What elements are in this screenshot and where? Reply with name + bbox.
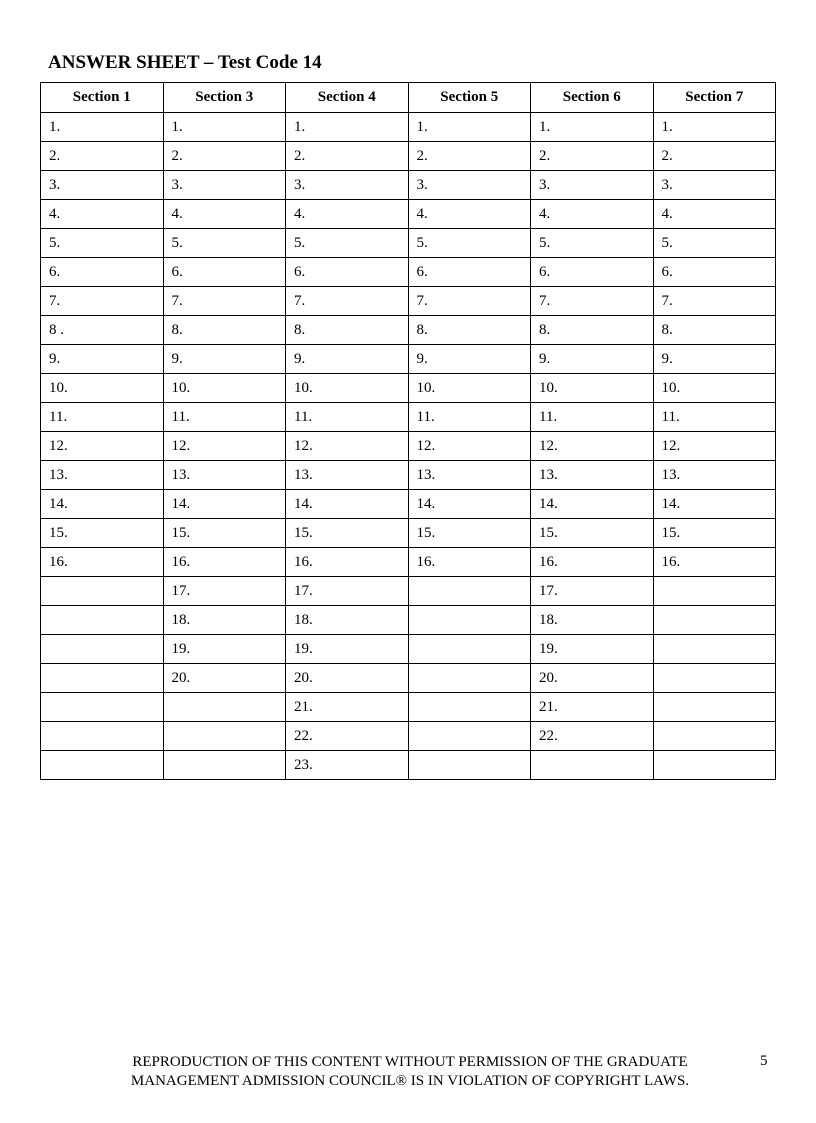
- answer-cell: [163, 751, 286, 780]
- answer-cell: 12.: [653, 432, 776, 461]
- answer-cell: 2.: [286, 142, 409, 171]
- answer-table: [40, 82, 776, 780]
- answer-cell: 2.: [531, 142, 654, 171]
- page-title: ANSWER SHEET – Test Code 14: [48, 52, 322, 73]
- answer-cell: 5.: [653, 229, 776, 258]
- answer-cell: 4.: [653, 200, 776, 229]
- answer-cell: 5.: [41, 229, 164, 258]
- table-row: [41, 432, 776, 461]
- answer-cell: 10.: [408, 374, 531, 403]
- answer-cell: 23.: [286, 751, 409, 780]
- answer-cell: [408, 577, 531, 606]
- answer-cell: [41, 693, 164, 722]
- answer-cell: 4.: [163, 200, 286, 229]
- answer-cell: 11.: [41, 403, 164, 432]
- table-row: [41, 171, 776, 200]
- answer-cell: [41, 664, 164, 693]
- answer-cell: 14.: [286, 490, 409, 519]
- answer-cell: 18.: [531, 606, 654, 635]
- answer-cell: 13.: [408, 461, 531, 490]
- answer-cell: [41, 751, 164, 780]
- answer-cell: [653, 751, 776, 780]
- answer-cell: 9.: [163, 345, 286, 374]
- answer-cell: [408, 751, 531, 780]
- answer-cell: 20.: [163, 664, 286, 693]
- answer-cell: [408, 664, 531, 693]
- table-row: [41, 113, 776, 142]
- answer-cell: 19.: [531, 635, 654, 664]
- table-row: [41, 229, 776, 258]
- answer-cell: 8.: [408, 316, 531, 345]
- answer-cell: 6.: [286, 258, 409, 287]
- answer-cell: 3.: [286, 171, 409, 200]
- answer-cell: 11.: [286, 403, 409, 432]
- answer-cell: 14.: [163, 490, 286, 519]
- table-header-row: [41, 83, 776, 113]
- answer-cell: 8.: [286, 316, 409, 345]
- answer-cell: [653, 577, 776, 606]
- answer-cell: 7.: [41, 287, 164, 316]
- column-header-section-3: Section 3: [163, 83, 286, 113]
- answer-cell: [653, 606, 776, 635]
- answer-cell: 17.: [286, 577, 409, 606]
- table-row: [41, 316, 776, 345]
- answer-cell: 18.: [286, 606, 409, 635]
- answer-cell: 14.: [408, 490, 531, 519]
- answer-cell: 11.: [408, 403, 531, 432]
- answer-cell: 7.: [163, 287, 286, 316]
- table-row: [41, 374, 776, 403]
- answer-cell: 11.: [531, 403, 654, 432]
- table-row: [41, 461, 776, 490]
- copyright-line-1: REPRODUCTION OF THIS CONTENT WITHOUT PERMISSION OF THE GRADUATE: [132, 1054, 688, 1070]
- answer-cell: 19.: [163, 635, 286, 664]
- answer-cell: 4.: [408, 200, 531, 229]
- answer-cell: 1.: [163, 113, 286, 142]
- answer-cell: 7.: [531, 287, 654, 316]
- answer-cell: [653, 693, 776, 722]
- answer-cell: 13.: [531, 461, 654, 490]
- answer-cell: 13.: [286, 461, 409, 490]
- answer-cell: 16.: [408, 548, 531, 577]
- answer-cell: 1.: [531, 113, 654, 142]
- answer-cell: 1.: [41, 113, 164, 142]
- answer-cell: 10.: [653, 374, 776, 403]
- answer-cell: 20.: [286, 664, 409, 693]
- table-row: [41, 606, 776, 635]
- answer-cell: 16.: [653, 548, 776, 577]
- answer-cell: 7.: [408, 287, 531, 316]
- table-row: [41, 577, 776, 606]
- column-header-section-7: Section 7: [653, 83, 776, 113]
- answer-cell: 2.: [408, 142, 531, 171]
- answer-cell: [408, 722, 531, 751]
- answer-cell: 21.: [286, 693, 409, 722]
- answer-cell: 2.: [653, 142, 776, 171]
- table-row: [41, 200, 776, 229]
- answer-cell: 13.: [41, 461, 164, 490]
- answer-cell: 5.: [286, 229, 409, 258]
- answer-cell: 8 .: [41, 316, 164, 345]
- answer-cell: 15.: [531, 519, 654, 548]
- answer-cell: 1.: [286, 113, 409, 142]
- answer-cell: [653, 635, 776, 664]
- answer-cell: 1.: [653, 113, 776, 142]
- table-row: [41, 664, 776, 693]
- answer-cell: [531, 751, 654, 780]
- answer-cell: 5.: [531, 229, 654, 258]
- answer-cell: 10.: [286, 374, 409, 403]
- answer-cell: 14.: [531, 490, 654, 519]
- answer-cell: 9.: [531, 345, 654, 374]
- answer-cell: 6.: [408, 258, 531, 287]
- answer-cell: 11.: [163, 403, 286, 432]
- answer-cell: 10.: [163, 374, 286, 403]
- answer-cell: [653, 664, 776, 693]
- answer-cell: 9.: [653, 345, 776, 374]
- answer-cell: 5.: [163, 229, 286, 258]
- answer-cell: 6.: [163, 258, 286, 287]
- table-row: [41, 635, 776, 664]
- table-row: [41, 751, 776, 780]
- answer-cell: [41, 577, 164, 606]
- answer-cell: 3.: [408, 171, 531, 200]
- answer-cell: [408, 635, 531, 664]
- answer-cell: 16.: [41, 548, 164, 577]
- answer-cell: 2.: [163, 142, 286, 171]
- answer-cell: 3.: [163, 171, 286, 200]
- column-header-section-5: Section 5: [408, 83, 531, 113]
- answer-cell: 15.: [41, 519, 164, 548]
- column-header-section-6: Section 6: [531, 83, 654, 113]
- answer-cell: 16.: [286, 548, 409, 577]
- answer-cell: 10.: [41, 374, 164, 403]
- answer-cell: 12.: [286, 432, 409, 461]
- answer-cell: [41, 635, 164, 664]
- answer-cell: 15.: [408, 519, 531, 548]
- copyright-line-2: MANAGEMENT ADMISSION COUNCIL® IS IN VIOLATION OF COPYRIGHT LAWS.: [130, 1073, 690, 1089]
- answer-cell: [163, 693, 286, 722]
- answer-cell: 13.: [653, 461, 776, 490]
- answer-cell: 12.: [408, 432, 531, 461]
- answer-cell: 1.: [408, 113, 531, 142]
- answer-cell: 16.: [531, 548, 654, 577]
- answer-cell: 14.: [41, 490, 164, 519]
- answer-cell: 16.: [163, 548, 286, 577]
- answer-cell: 19.: [286, 635, 409, 664]
- answer-cell: 8.: [653, 316, 776, 345]
- answer-cell: [408, 606, 531, 635]
- answer-cell: 14.: [653, 490, 776, 519]
- answer-cell: 9.: [286, 345, 409, 374]
- answer-cell: 18.: [163, 606, 286, 635]
- answer-cell: 12.: [163, 432, 286, 461]
- table-row: [41, 722, 776, 751]
- answer-cell: 17.: [163, 577, 286, 606]
- answer-cell: 8.: [531, 316, 654, 345]
- answer-cell: 6.: [531, 258, 654, 287]
- table-row: [41, 287, 776, 316]
- copyright-footer: [100, 1053, 720, 1091]
- answer-cell: 15.: [653, 519, 776, 548]
- answer-cell: 3.: [653, 171, 776, 200]
- table-row: [41, 693, 776, 722]
- answer-cell: 12.: [41, 432, 164, 461]
- table-row: [41, 519, 776, 548]
- answer-cell: [163, 722, 286, 751]
- answer-cell: 9.: [41, 345, 164, 374]
- answer-cell: 6.: [653, 258, 776, 287]
- answer-cell: [41, 606, 164, 635]
- answer-cell: 22.: [286, 722, 409, 751]
- answer-cell: 21.: [531, 693, 654, 722]
- answer-cell: 3.: [41, 171, 164, 200]
- answer-cell: 5.: [408, 229, 531, 258]
- answer-cell: 12.: [531, 432, 654, 461]
- answer-cell: 20.: [531, 664, 654, 693]
- answer-cell: 10.: [531, 374, 654, 403]
- answer-cell: 7.: [286, 287, 409, 316]
- column-header-section-1: Section 1: [41, 83, 164, 113]
- answer-cell: 22.: [531, 722, 654, 751]
- answer-cell: [41, 722, 164, 751]
- answer-cell: 9.: [408, 345, 531, 374]
- page-number: 5: [760, 1053, 768, 1069]
- answer-cell: 6.: [41, 258, 164, 287]
- answer-cell: 13.: [163, 461, 286, 490]
- answer-cell: 8.: [163, 316, 286, 345]
- answer-cell: 4.: [531, 200, 654, 229]
- answer-cell: 4.: [286, 200, 409, 229]
- answer-cell: 11.: [653, 403, 776, 432]
- answer-cell: [653, 722, 776, 751]
- column-header-section-4: Section 4: [286, 83, 409, 113]
- answer-cell: 17.: [531, 577, 654, 606]
- table-row: [41, 548, 776, 577]
- answer-cell: 4.: [41, 200, 164, 229]
- table-row: [41, 345, 776, 374]
- table-row: [41, 142, 776, 171]
- table-row: [41, 258, 776, 287]
- table-row: [41, 490, 776, 519]
- answer-cell: [408, 693, 531, 722]
- answer-cell: 3.: [531, 171, 654, 200]
- answer-cell: 7.: [653, 287, 776, 316]
- answer-cell: 15.: [163, 519, 286, 548]
- answer-cell: 2.: [41, 142, 164, 171]
- table-row: [41, 403, 776, 432]
- answer-cell: 15.: [286, 519, 409, 548]
